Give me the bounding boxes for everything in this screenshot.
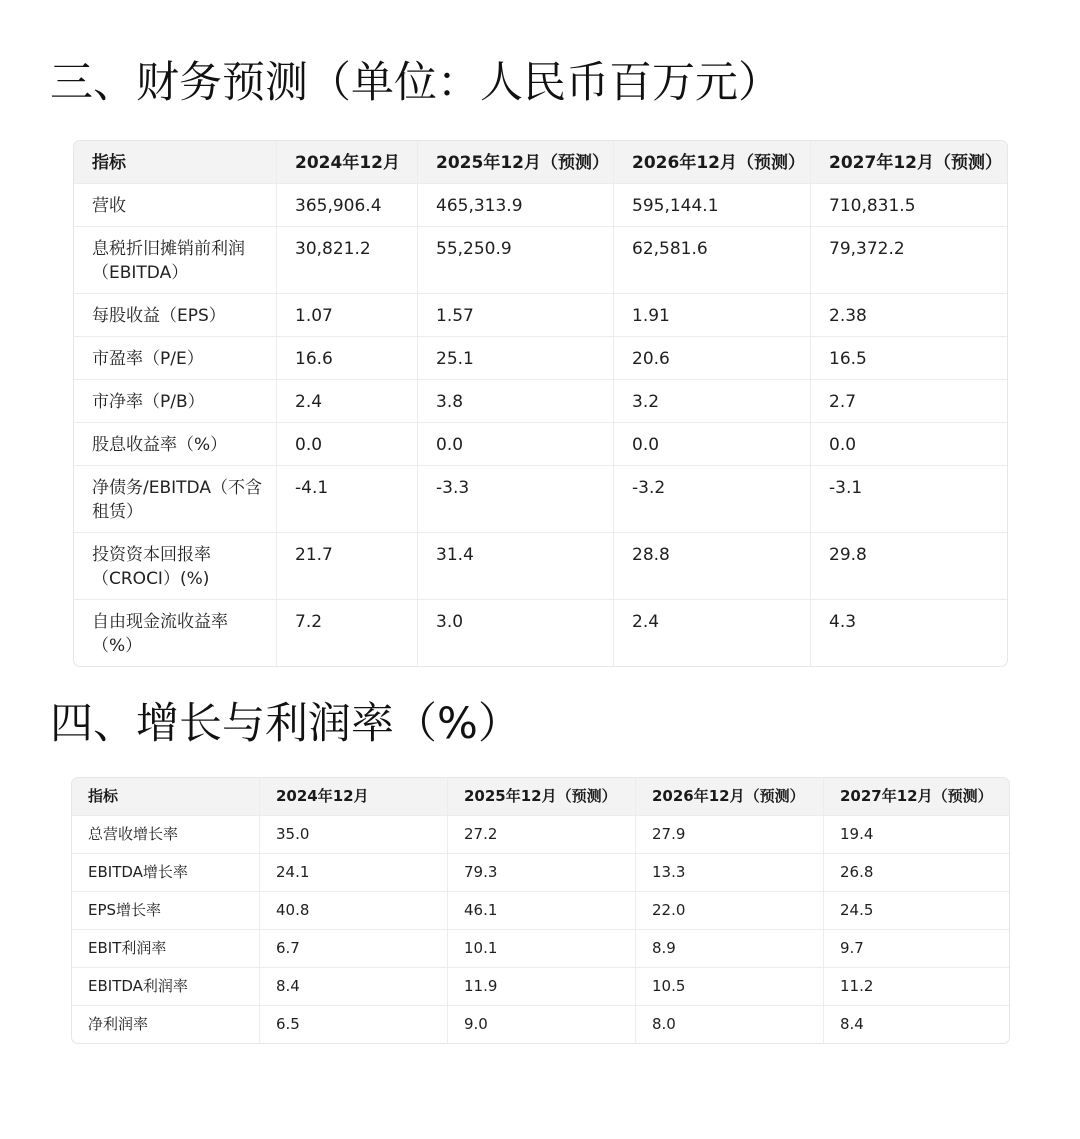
table-cell: 26.8	[824, 854, 1009, 892]
table-cell: 9.7	[824, 930, 1009, 968]
row-label: 营收	[74, 184, 277, 227]
table-cell: 16.6	[277, 337, 418, 380]
column-header: 2027年12月（预测）	[824, 778, 1009, 816]
table-cell: -3.2	[614, 466, 811, 533]
table-cell: 8.4	[260, 968, 448, 1006]
table-row	[74, 600, 1007, 666]
table-cell: 4.3	[829, 612, 857, 632]
table-cell: 79.3	[448, 854, 636, 892]
table-row	[74, 337, 1007, 380]
row-label: EBIT利润率	[72, 930, 260, 968]
table-cell: 8.0	[636, 1006, 824, 1043]
table-cell: 3.2	[614, 380, 811, 423]
table-cell: 8.4	[840, 1015, 864, 1033]
table-cell: 11.9	[448, 968, 636, 1006]
table-cell: 1.91	[614, 294, 811, 337]
table-row	[74, 380, 1007, 423]
section-title-growth-margins: 四、增长与利润率（%）	[50, 699, 521, 749]
table-header-row	[72, 778, 1009, 816]
table-row	[72, 1006, 1009, 1043]
row-label: 净利润率	[72, 1006, 260, 1043]
table-row	[72, 816, 1009, 854]
table-cell: 31.4	[418, 533, 614, 600]
column-header: 2026年12月（预测）	[636, 778, 824, 816]
table-cell: 0.0	[418, 423, 614, 466]
row-label: 投资资本回报率（CROCI）(%)	[74, 533, 277, 600]
table-cell: 0.0	[811, 423, 1007, 466]
growth-margin-table	[71, 777, 1010, 1044]
table-cell: 6.7	[260, 930, 448, 968]
table-cell: -4.1	[277, 466, 418, 533]
table-cell: 29.8	[811, 533, 1007, 600]
table-cell: 1.57	[418, 294, 614, 337]
table-row	[74, 227, 1007, 294]
table-cell: 710,831.5	[811, 184, 1007, 227]
table-row	[72, 854, 1009, 892]
table-cell: 19.4	[824, 816, 1009, 854]
table-cell: 365,906.4	[277, 184, 418, 227]
section-title-financial-forecast: 三、财务预测（单位：人民币百万元）	[50, 58, 781, 108]
row-label: 净债务/EBITDA（不含租赁）	[74, 466, 277, 533]
row-label: 息税折旧摊销前利润（EBITDA）	[74, 227, 277, 294]
column-header: 2025年12月（预测）	[418, 141, 614, 184]
table-cell: 9.0	[448, 1006, 636, 1043]
table-cell: 10.5	[636, 968, 824, 1006]
table-cell: 24.5	[824, 892, 1009, 930]
table-row	[74, 533, 1007, 600]
table-cell: 11.2	[824, 968, 1009, 1006]
table-cell: 8.9	[636, 930, 824, 968]
row-label: 总营收增长率	[72, 816, 260, 854]
row-label: 股息收益率（%）	[74, 423, 277, 466]
table-cell: 10.1	[448, 930, 636, 968]
table-cell: 6.5	[260, 1006, 448, 1043]
table-cell: 27.9	[636, 816, 824, 854]
table-cell: 20.6	[614, 337, 811, 380]
table-row	[72, 892, 1009, 930]
table-cell: 1.07	[277, 294, 418, 337]
row-label: 自由现金流收益率（%）	[74, 600, 277, 666]
table-cell: 30,821.2	[277, 227, 418, 294]
table-cell: 24.1	[260, 854, 448, 892]
column-header: 2026年12月（预测）	[614, 141, 811, 184]
financial-forecast-table	[73, 140, 1008, 667]
row-label: 市盈率（P/E）	[74, 337, 277, 380]
table-row	[72, 930, 1009, 968]
column-header: 2025年12月（预测）	[448, 778, 636, 816]
table-cell: 55,250.9	[418, 227, 614, 294]
table-cell: 3.8	[418, 380, 614, 423]
table-row	[74, 184, 1007, 227]
table-cell: 2.4	[277, 380, 418, 423]
table-cell: 25.1	[418, 337, 614, 380]
table-cell: 0.0	[614, 423, 811, 466]
table-cell: -3.3	[418, 466, 614, 533]
table-cell: 46.1	[448, 892, 636, 930]
table-cell: 595,144.1	[614, 184, 811, 227]
table-cell: 0.0	[277, 423, 418, 466]
row-label: 市净率（P/B）	[74, 380, 277, 423]
table-cell: 2.38	[811, 294, 1007, 337]
table-cell: 79,372.2	[811, 227, 1007, 294]
table-cell: 27.2	[448, 816, 636, 854]
table-cell: 2.7	[811, 380, 1007, 423]
table-header-row	[74, 141, 1007, 184]
column-header: 2027年12月（预测）	[811, 141, 1007, 184]
table-cell: 16.5	[811, 337, 1007, 380]
row-label: 每股收益（EPS）	[74, 294, 277, 337]
table-cell: 22.0	[636, 892, 824, 930]
table-row	[72, 968, 1009, 1006]
table-cell: 35.0	[260, 816, 448, 854]
table-cell: 465,313.9	[418, 184, 614, 227]
column-header: 2024年12月	[277, 141, 418, 184]
row-label: EPS增长率	[72, 892, 260, 930]
table-cell: 62,581.6	[614, 227, 811, 294]
column-header: 指标	[74, 141, 277, 184]
table-cell: -3.1	[811, 466, 1007, 533]
table-cell: 7.2	[277, 600, 418, 666]
table-row	[74, 466, 1007, 533]
table-row	[74, 294, 1007, 337]
table-row	[74, 423, 1007, 466]
table-cell: 21.7	[277, 533, 418, 600]
column-header: 指标	[72, 778, 260, 816]
column-header: 2024年12月	[260, 778, 448, 816]
row-label: EBITDA利润率	[72, 968, 260, 1006]
row-label: EBITDA增长率	[72, 854, 260, 892]
table-cell: 3.0	[418, 600, 614, 666]
table-cell: 28.8	[614, 533, 811, 600]
table-cell: 40.8	[260, 892, 448, 930]
table-cell: 2.4	[614, 600, 811, 666]
table-cell: 13.3	[636, 854, 824, 892]
